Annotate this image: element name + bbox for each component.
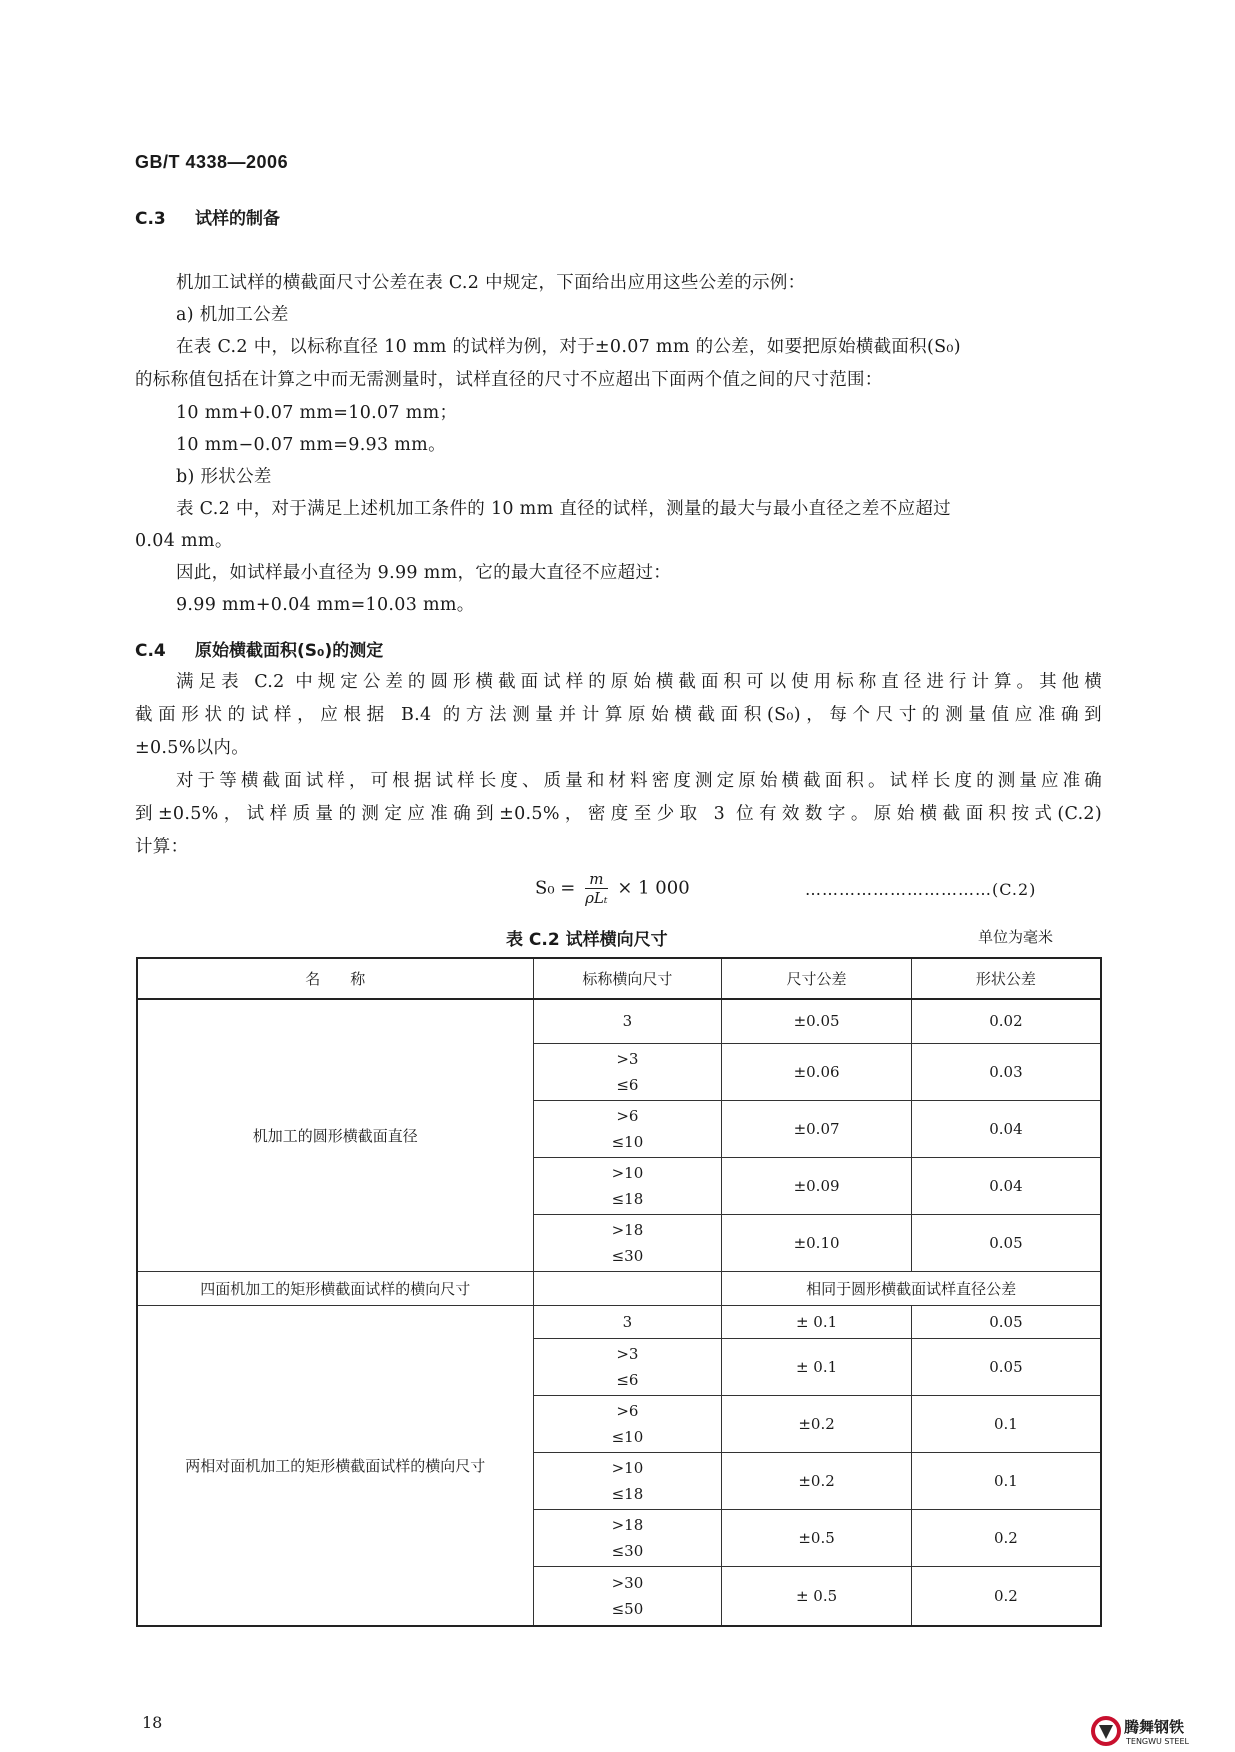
tolerance-cell: ±0.2 [722,1395,912,1452]
page-number: 18 [142,1713,163,1732]
equation-line: 10 mm−0.07 mm=9.93 mm。 [176,435,446,455]
row-group-name: 四面机加工的矩形横截面试样的横向尺寸 [137,1271,533,1305]
tolerance-table [136,957,1102,1627]
formula-denominator: ρLₜ [585,889,608,907]
column-header: 形状公差 [911,958,1101,999]
equation-line: 10 mm+0.07 mm=10.07 mm； [176,403,458,423]
section-c3-heading [135,204,280,229]
tolerance-cell: ±0.06 [722,1043,912,1100]
size-upper: ≤30 [611,1246,644,1265]
size-lower: >10 [611,1163,644,1182]
size-lower: >30 [611,1573,644,1592]
table-row [137,1271,1101,1305]
shape-cell: 0.03 [911,1043,1101,1100]
tolerance-cell: ±0.05 [722,999,912,1043]
size-cell [533,1338,722,1395]
shape-cell: 0.04 [911,1157,1101,1214]
size-upper: ≤30 [611,1541,644,1560]
shape-cell: 0.05 [911,1214,1101,1271]
section-c4-heading [135,636,383,661]
equation-line: 9.99 mm+0.04 mm=10.03 mm。 [176,595,475,615]
paragraph-line: 到±0.5%，试样质量的测定应准确到±0.5%，密度至少取 3 位有效数字。原始横截面积按式(C.2) [135,804,1102,824]
size-upper: ≤6 [616,1370,639,1389]
size-cell [533,1566,722,1626]
shape-cell: 0.1 [911,1395,1101,1452]
logo-text: 腾舞钢铁 [1124,1718,1185,1736]
table-header-row [137,958,1101,999]
size-lower: >3 [616,1344,639,1363]
item-label: a) 机加工公差 [176,305,289,325]
shape-cell: 0.2 [911,1509,1101,1566]
size-upper: ≤18 [611,1484,644,1503]
paragraph-line: 计算： [135,837,189,857]
size-cell [533,1271,722,1305]
formula-numerator: m [585,870,607,889]
row-group-name: 两相对面机加工的矩形横截面试样的横向尺寸 [137,1305,533,1626]
shape-cell: 0.05 [911,1338,1101,1395]
size-lower: >3 [616,1049,639,1068]
size-cell: 3 [533,999,722,1043]
shape-cell: 0.04 [911,1100,1101,1157]
shape-cell: 0.02 [911,999,1101,1043]
paragraph-line: 0.04 mm。 [135,531,233,551]
shape-cell: 0.05 [911,1305,1101,1338]
company-logo [1090,1715,1235,1748]
paragraph-line: 截面形状的试样，应根据 B.4 的方法测量并计算原始横截面积(S₀)，每个尺寸的测量值应准确到 [135,705,1102,725]
item-label: b) 形状公差 [176,467,272,487]
paragraph-c4-1 [135,666,1102,765]
table-caption: 表 C.2 试样横向尺寸 [506,930,668,950]
formula-rhs: × 1 000 [617,877,690,899]
size-upper: ≤10 [611,1132,644,1151]
tolerance-cell: ± 0.1 [722,1338,912,1395]
paragraph-line: 对于等横截面试样，可根据试样长度、质量和材料密度测定原始横截面积。试样长度的测量应准确 [176,771,1102,791]
size-cell [533,1395,722,1452]
size-cell [533,1043,722,1100]
tolerance-cell: ±0.09 [722,1157,912,1214]
size-lower: >10 [611,1458,644,1477]
formula-lhs: S₀ = [535,877,576,899]
paragraph-line: 机加工试样的横截面尺寸公差在表 C.2 中规定，下面给出应用这些公差的示例： [176,273,806,293]
tolerance-cell: ±0.10 [722,1214,912,1271]
paragraph-c4-2 [135,765,1102,864]
column-header: 标称横向尺寸 [533,958,722,999]
size-upper: ≤50 [611,1599,644,1618]
shape-cell: 0.1 [911,1452,1101,1509]
section-title: 试样的制备 [195,209,280,229]
section-title: 原始横截面积(S₀)的测定 [195,641,384,661]
table-row [137,1305,1101,1338]
size-cell [533,1214,722,1271]
equation-number: ……………………………(C.2) [805,880,1037,899]
standard-number: GB/T 4338—2006 [135,152,289,172]
size-cell [533,1100,722,1157]
paragraph-line: 满足表 C.2 中规定公差的圆形横截面试样的原始横截面积可以使用标称直径进行计算。其他横 [176,672,1102,692]
paragraph-line: ±0.5%以内。 [135,738,250,758]
tolerance-cell: ± 0.5 [722,1566,912,1626]
paragraph-line: 在表 C.2 中，以标称直径 10 mm 的试样为例，对于±0.07 mm 的公差，如要把原始横截面积(S₀) [176,337,961,357]
logo-subtext: TENGWU STEEL [1126,1737,1189,1746]
shape-cell: 0.2 [911,1566,1101,1626]
section-number: C.3 [135,209,166,229]
size-lower: >18 [611,1515,644,1534]
size-cell [533,1509,722,1566]
logo-mark-icon [1090,1715,1235,1748]
row-group-name: 机加工的圆形横截面直径 [137,999,533,1271]
paragraph-line: 表 C.2 中，对于满足上述机加工条件的 10 mm 直径的试样，测量的最大与最小直径之差不应超过 [176,499,951,519]
formula-fraction [585,870,607,907]
column-header: 尺寸公差 [722,958,912,999]
column-header: 名 称 [137,958,533,999]
tolerance-cell: ±0.07 [722,1100,912,1157]
size-lower: >6 [616,1401,639,1420]
shared-tolerance-cell: 相同于圆形横截面试样直径公差 [722,1271,1101,1305]
section-number: C.4 [135,641,166,661]
size-lower: >6 [616,1106,639,1125]
paragraph-line: 的标称值包括在计算之中而无需测量时，试样直径的尺寸不应超出下面两个值之间的尺寸范围： [135,370,883,390]
size-lower: >18 [611,1220,644,1239]
size-upper: ≤18 [611,1189,644,1208]
size-cell [533,1157,722,1214]
table-row [137,999,1101,1043]
tolerance-cell: ±0.2 [722,1452,912,1509]
size-cell [533,1452,722,1509]
table-unit: 单位为毫米 [978,928,1054,946]
tolerance-cell: ±0.5 [722,1509,912,1566]
paragraph-line: 因此，如试样最小直径为 9.99 mm，它的最大直径不应超过： [176,563,672,583]
formula-c2 [535,870,690,907]
size-upper: ≤10 [611,1427,644,1446]
size-upper: ≤6 [616,1075,639,1094]
size-cell: 3 [533,1305,722,1338]
tolerance-cell: ± 0.1 [722,1305,912,1338]
